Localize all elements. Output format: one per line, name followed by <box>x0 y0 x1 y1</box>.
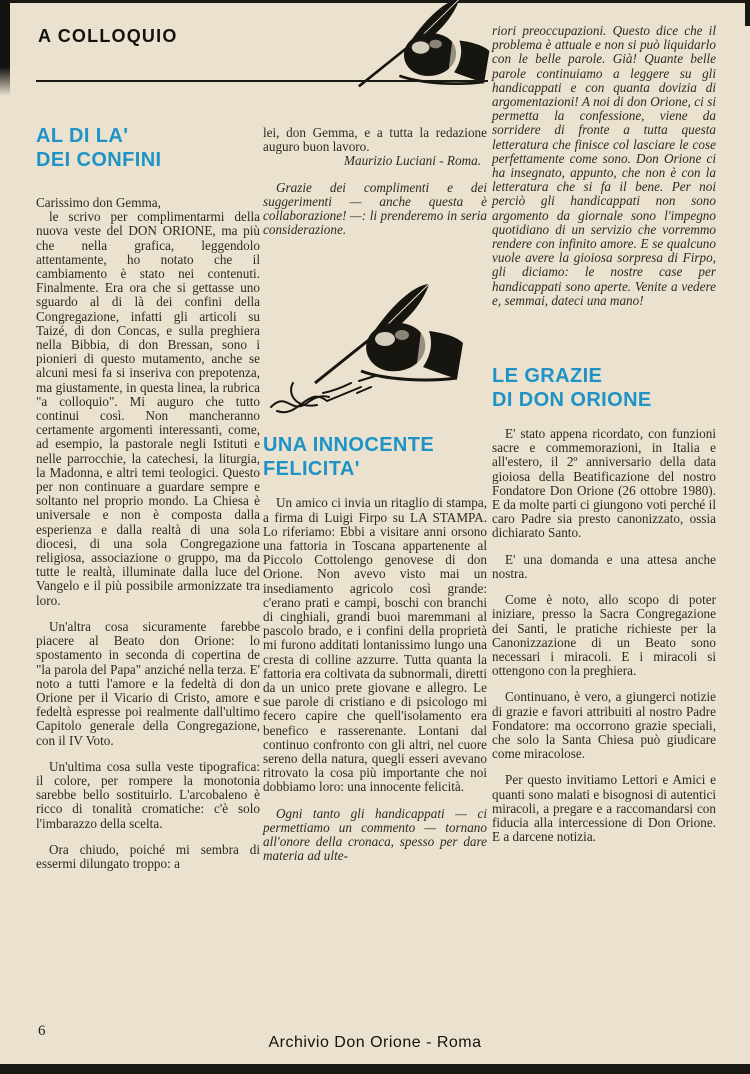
scan-edge-left <box>0 0 10 96</box>
letter-paragraph: le scrivo per complimentarmi della nuova veste del DON ORIONE, ma più che nella grafica, leggendolo attentamente, ho notato che il cambiamento è stato nei contenuti. Finalmente. Era ora che si gettasse uno sguardo al di là dei confini della Congregazione, infatti gli articoli su Taizé, di don Concas, e sulla preghiera nella Bibbia, di don Bressan, sono i pionieri di questo mutamento, anche se alcuni mesi fa si inseriva con prepotenza, ma giustamente, in questa linea, la rubrica "a colloquio". Mi auguro che tutto continui così. Non mancheranno certamente argomenti interessanti, come, ad esempio, la pastorale negli Istituti e nelle parrocchie, la catechesi, la liturgia, la Madonna, e altri temi teologici. Questo per non continuare a guardare sempre e soltanto nel proprio mondo. La Chiesa è universale e non è composta dalla esperienza e dalla realtà di una sola diocesi, di una sola Congregazione religiosa, associazione o gruppo, ma da tutte le realtà, illuminate dalla luce del Vangelo e il più possibile armonizzate tra loro. <box>36 209 260 608</box>
header-divider <box>36 80 488 82</box>
letter-paragraph-continuation: lei, don Gemma, e a tutta la redazione auguro buon lavoro. <box>263 125 487 155</box>
article-paragraph: Per questo invitiamo Lettori e Amici e quanti sono malati e bisognosi di autentici miracoli, a pregare e a raccomandarsi con fiducia alla intercessione di Don Orione. E a darcene notizia. <box>492 772 716 845</box>
heading-line: AL DI LA' <box>36 125 129 147</box>
article-heading-al-di-la <box>36 124 260 172</box>
heading-line: UNA INNOCENTE <box>263 434 435 457</box>
page-number: 6 <box>38 1023 46 1039</box>
article-heading-grazie <box>492 364 716 412</box>
editor-reply: Grazie dei complimenti e dei suggerimenti — anche questa è collaborazione! —: li prenderemo in seria considerazione. <box>263 179 487 238</box>
article-heading-innocente <box>263 433 487 481</box>
quill-pen-hand-illustration <box>263 283 487 423</box>
heading-line: DI DON ORIONE <box>492 389 652 412</box>
article-paragraph: Come è noto, allo scopo di poter iniziare, presso la Sacra Congregazione dei Santi, le pratiche richieste per la Canonizzazione di un Beato sono necessari i miracoli. E i miracoli si ottengono con la preghiera. <box>492 592 716 679</box>
page-title: A COLLOQUIO <box>38 26 178 46</box>
heading-line: DEI CONFINI <box>36 149 162 171</box>
scan-edge-right <box>745 0 750 26</box>
scan-edge-bottom <box>0 1064 750 1074</box>
editor-comment: Ogni tanto gli handicappati — ci permettiamo un commento — tornano all'onore della cronaca, spesso per dare materia ad ulte- <box>263 805 487 864</box>
quill-pen-hand-icon <box>350 0 500 90</box>
article-paragraph: Un amico ci invia un ritaglio di stampa, a firma di Luigi Firpo su LA STAMPA. Lo riferiamo: Ebbi a visitare anni orsono una fattoria in Toscana appartenente al Piccolo Cottolengo genovese di don Orione. Non avevo visto mai un insediamento agricolo così grande: c'erano prati e campi, boschi con branchi di cinghiali, grandi buoi maremmani al pascolo brado, e i confini della proprietà mi furono additati lontanissimo lungo una cresta di colline azzurre. Tutta quanta la fattoria era coltivata da subnormali, diretti da un unico prete giovane e allegro. Le sue parole di cristiano e di psicologo mi fecero capire che quell'isolamento era benefico e rasserenante. Lontani dal continuo confronto con gli altri, nel cuore sereno della natura, quegli esseri avevano ritrovato la cosa più importante che noi dobbiamo loro: una innocente felicità. <box>263 495 487 795</box>
article-paragraph: E' stato appena ricordato, con funzioni sacre e commemorazioni, in Italia e all'estero, il 2º anniversario della data gioiosa della Beatificazione del nostro Fondatore Don Orione (26 ottobre 1980). E da molte parti ci giungono voti perché il caro Padre sia presto canonizzato, ossia dichiarato Santo. <box>492 426 716 541</box>
column-2 <box>263 126 487 864</box>
article-paragraph: E' una domanda e una attesa anche nostra. <box>492 551 716 581</box>
letter-paragraph: Ora chiudo, poiché mi sembra di essermi dilungato troppo: a <box>36 841 260 871</box>
letter-paragraph: Un'altra cosa sicuramente farebbe piacere al Beato don Orione: lo spostamento in seconda di copertina de "la parola del Papa" anziché nella terza. E' noto a tutti l'amore e la fedeltà di don Orione per il Vicario di Cristo, amore e fedeltà espresse poi realmente dall'ultimo Capitolo generale della Congregazione, con il IV Voto. <box>36 618 260 748</box>
letter-paragraph: Un'ultima cosa sulla veste tipografica: il colore, per rompere la monotonia sarebbe bello sostituirlo. L'arcobaleno è ricco di tonalità cromatiche: c'è solo l'imbarazzo della scelta. <box>36 758 260 831</box>
heading-line: FELICITA' <box>263 458 360 481</box>
editor-comment-continuation: riori preoccupazioni. Questo dice che il problema è attuale e non si può liquidarlo con le belle parole. Già! Quante belle parole continuiamo a leggere su gli handicappati e con quanta dovizia di argomentazioni! A noi di don Orione, ci si permetta la confessione, viene da sorridere di fronte a tutta questa letteratura che finisce col lasciare le cose perfettamente come sono. Don Orione ci ha insegnato, appunto, che non è con la letteratura che si fa il bene. Per noi perciò gli handicappati non sono argomento da giornale sono l'impegno quotidiano di un servizio che vorremmo rendere con infinito amore. E se qualcuno vuole avere la gioiosa sorpresa di Firpo, gli diciamo: le nostre case per handicappati sono aperte. Venite a vedere e, semmai, dateci una mano! <box>492 23 716 308</box>
letter-salutation: Carissimo don Gemma, <box>36 195 161 210</box>
letter-signature: Maurizio Luciani - Roma. <box>343 153 481 169</box>
column-1 <box>36 124 260 871</box>
heading-line: LE GRAZIE <box>492 365 603 388</box>
article-paragraph: Continuano, è vero, a giungerci notizie di grazie e favori attribuiti al nostro Padre Fondatore: ma occorrono grazie speciali, che solo la Santa Chiesa può giudicare come miracolose. <box>492 689 716 762</box>
column-3 <box>492 24 716 844</box>
archive-credit: Archivio Don Orione - Roma <box>268 1034 482 1051</box>
